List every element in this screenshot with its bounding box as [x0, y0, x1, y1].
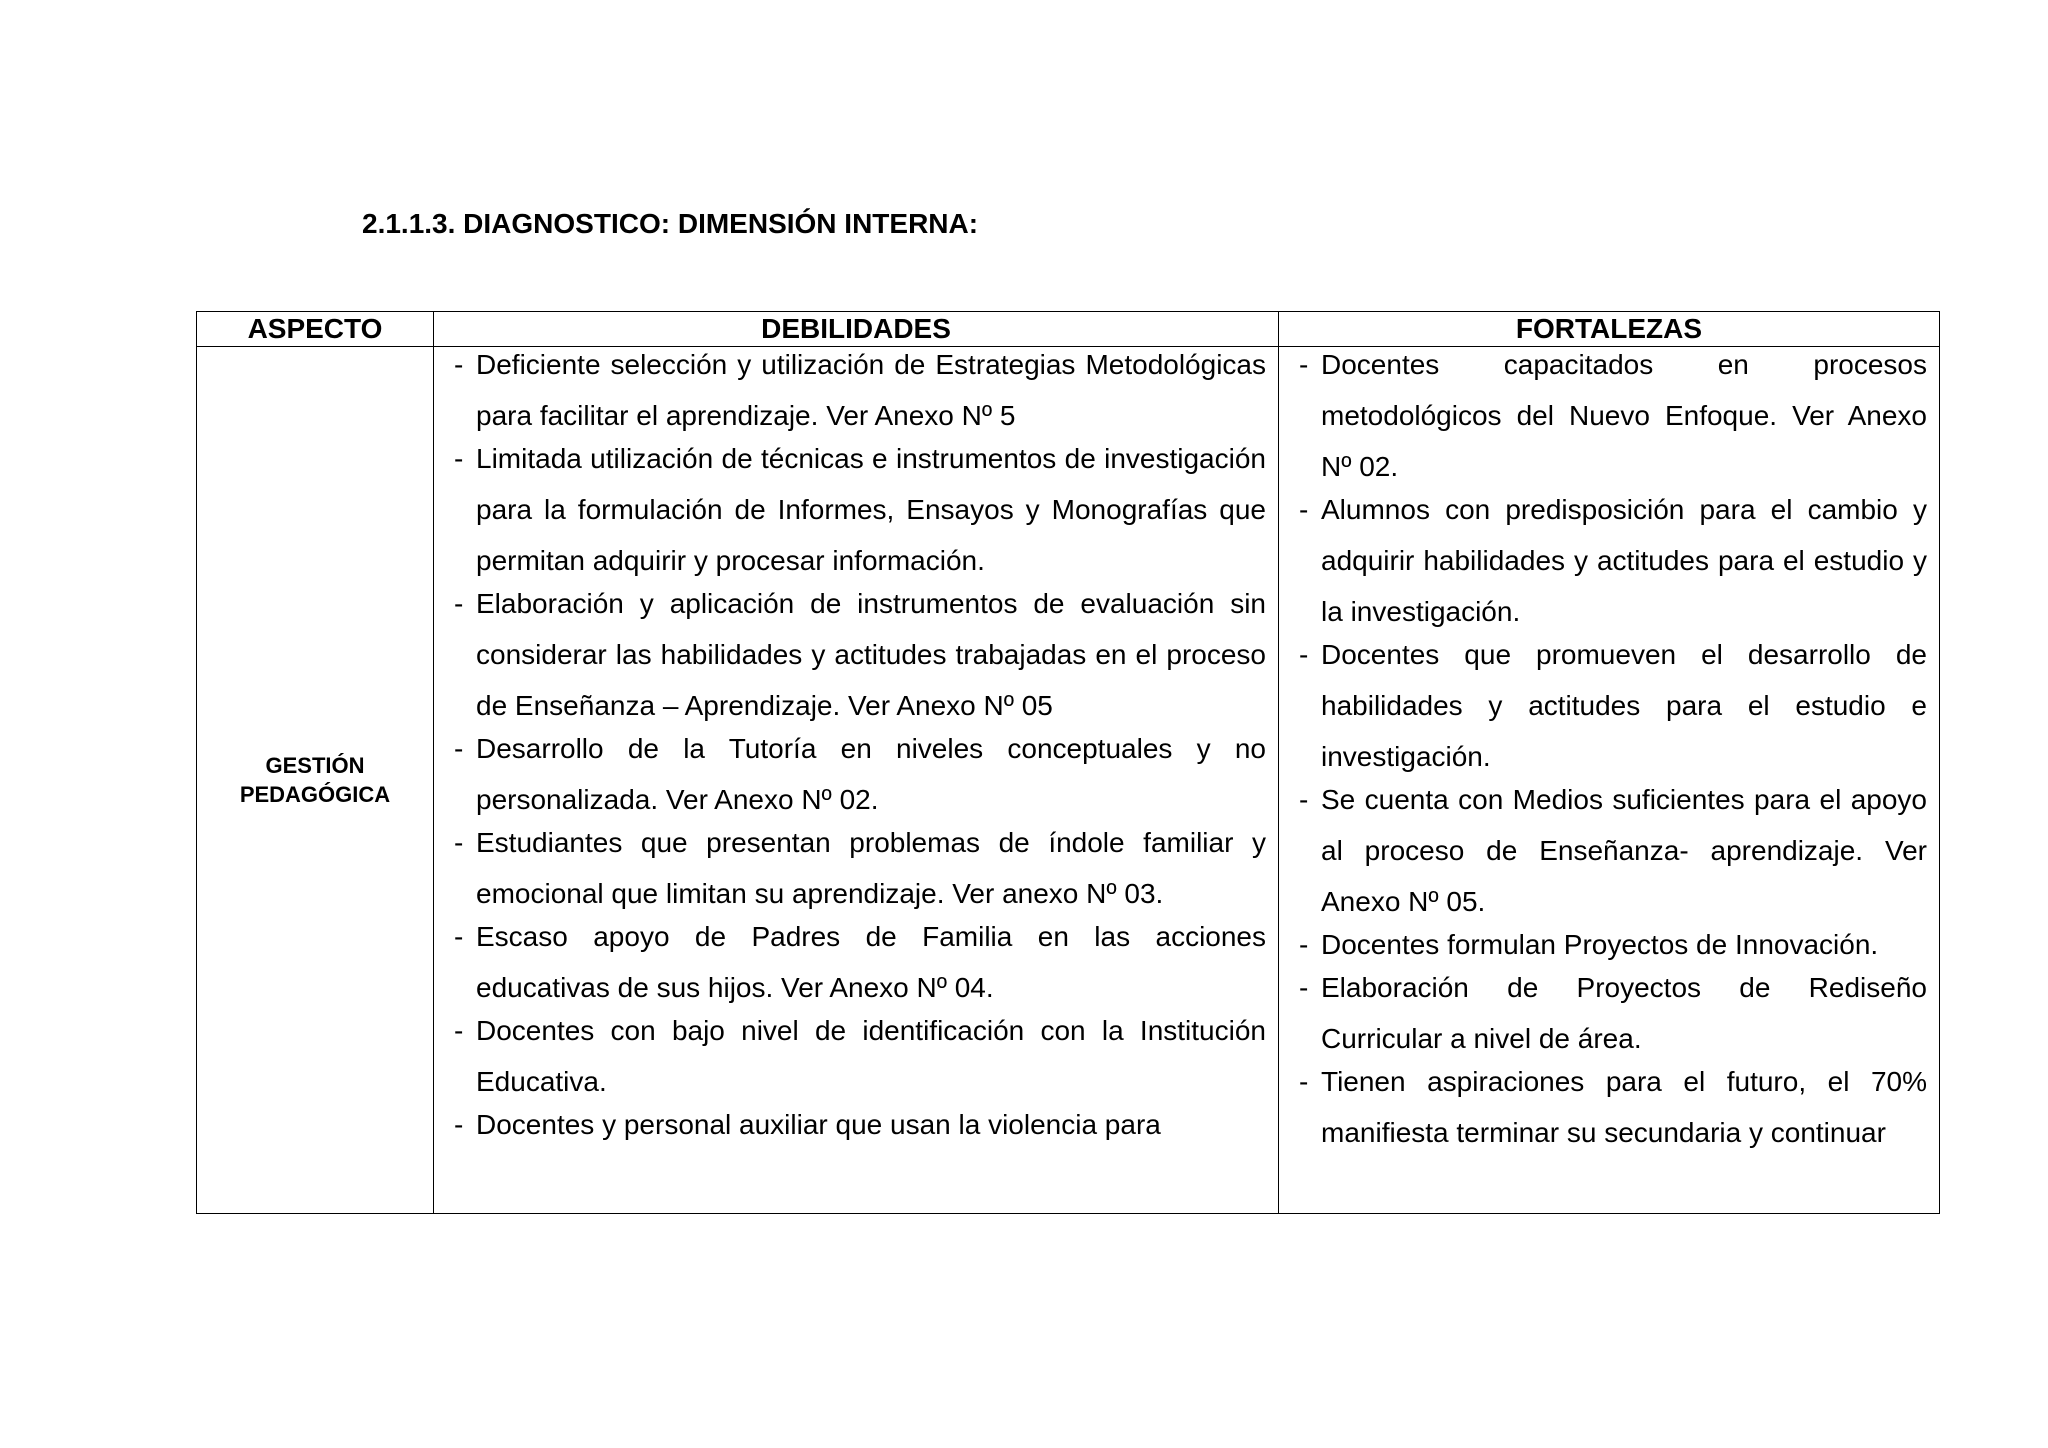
list-item: - Docentes formulan Proyectos de Innovación. — [1299, 919, 1927, 970]
list-item: - Se cuenta con Medios suficientes para el apoyo al proceso de Enseñanza- aprendizaje. Ver Anexo Nº 05. — [1299, 774, 1927, 927]
fortalezas-cell — [1279, 347, 1940, 1214]
list-item: - Limitada utilización de técnicas e instrumentos de investigación para la formulación de Informes, Ensayos y Monografías que permitan adquirir y procesar información. — [454, 433, 1266, 586]
debilidades-list — [434, 347, 1278, 1151]
header-debilidades: DEBILIDADES — [434, 312, 1279, 347]
header-aspecto: ASPECTO — [197, 312, 434, 347]
list-item: - Elaboración y aplicación de instrumentos de evaluación sin considerar las habilidades y actitudes trabajadas en el proceso de Enseñanza – Aprendizaje. Ver Anexo Nº 05 — [454, 578, 1266, 731]
header-fortalezas: FORTALEZAS — [1279, 312, 1940, 347]
list-item: - Alumnos con predisposición para el cambio y adquirir habilidades y actitudes para el estudio y la investigación. — [1299, 484, 1927, 637]
list-item: - Escaso apoyo de Padres de Familia en las acciones educativas de sus hijos. Ver Anexo Nº 04. — [454, 911, 1266, 1013]
list-item: - Elaboración de Proyectos de Rediseño Curricular a nivel de área. — [1299, 962, 1927, 1064]
section-heading: 2.1.1.3. DIAGNOSTICO: DIMENSIÓN INTERNA: — [362, 208, 979, 239]
aspecto-label-line1: GESTIÓN — [265, 753, 365, 778]
list-item: - Estudiantes que presentan problemas de índole familiar y emocional que limitan su aprendizaje. Ver anexo Nº 03. — [454, 817, 1266, 919]
table-header-row — [197, 312, 1940, 347]
list-item: - Docentes que promueven el desarrollo de habilidades y actitudes para el estudio e investigación. — [1299, 629, 1927, 782]
table-row — [197, 347, 1940, 1214]
aspecto-cell — [197, 347, 434, 1214]
list-item: - Docentes capacitados en procesos metodológicos del Nuevo Enfoque. Ver Anexo Nº 02. — [1299, 347, 1927, 493]
list-item: - Tienen aspiraciones para el futuro, el 70% manifiesta terminar su secundaria y continuar — [1299, 1056, 1927, 1158]
list-item: - Docentes con bajo nivel de identificación con la Institución Educativa. — [454, 1005, 1266, 1107]
diagnostic-table — [196, 311, 1940, 1214]
fortalezas-list — [1279, 347, 1939, 1159]
list-item: - Docentes y personal auxiliar que usan la violencia para — [454, 1099, 1266, 1150]
debilidades-cell — [434, 347, 1279, 1214]
list-item: - Deficiente selección y utilización de Estrategias Metodológicas para facilitar el aprendizaje. Ver Anexo Nº 5 — [454, 347, 1266, 442]
list-item: - Desarrollo de la Tutoría en niveles conceptuales y no personalizada. Ver Anexo Nº 02. — [454, 723, 1266, 825]
aspecto-label-line2: PEDAGÓGICA — [239, 782, 391, 807]
